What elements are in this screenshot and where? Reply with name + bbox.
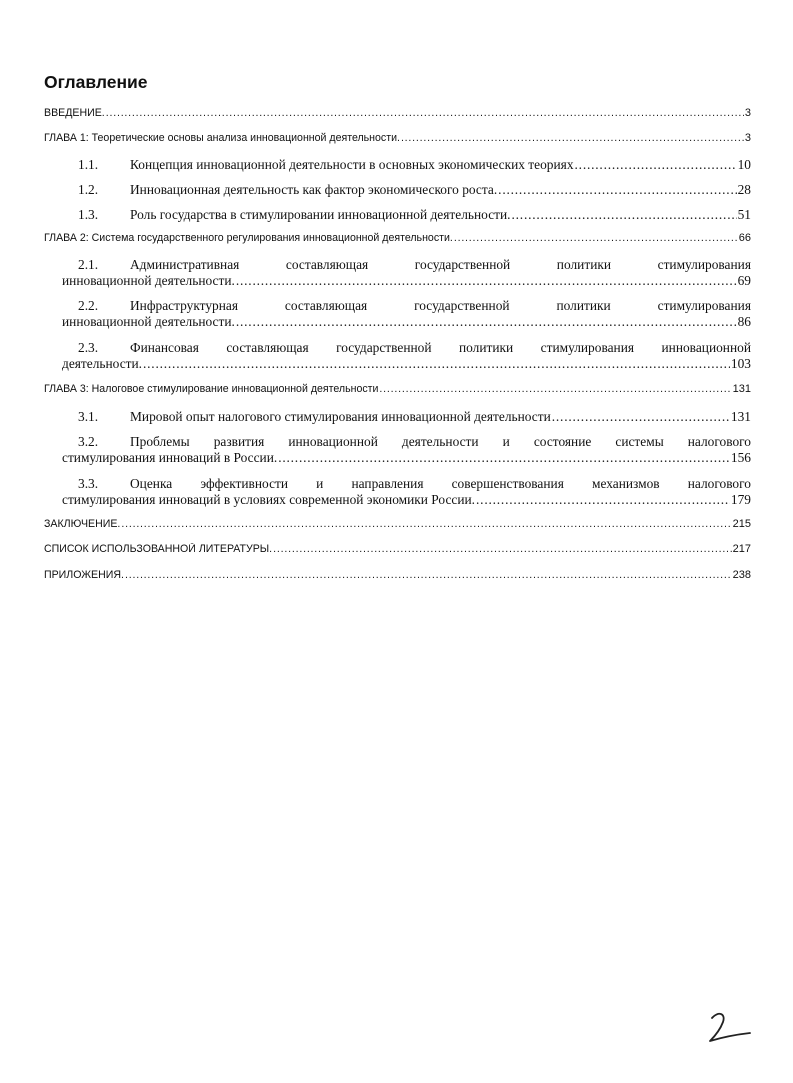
toc-entry-title: ГЛАВА 1: Теоретические основы анализа инновационной деятельности.: [44, 132, 400, 144]
toc-dot-leader: [106, 107, 744, 119]
toc-entry-first-line: [62, 257, 751, 273]
toc-dot-leader: [273, 543, 732, 555]
toc-page-number: 103: [730, 356, 751, 371]
toc-section-number: 3.2.: [78, 434, 99, 449]
toc-dot-leader: [236, 273, 737, 289]
toc-entry: [62, 340, 751, 372]
toc-entry-title: стимулирования инноваций в России.: [62, 450, 278, 465]
toc-page-number: 51: [737, 207, 751, 222]
toc-entry: [44, 518, 751, 530]
toc-entry-title: Административная составляющая государственной политики стимулирования: [130, 257, 751, 272]
toc-entry-title: инновационной деятельности.: [62, 273, 235, 288]
toc-section-number: 2.3.: [78, 340, 99, 355]
toc-entry: [62, 207, 751, 223]
toc-entry-title: ГЛАВА 2: Система государственного регулирования инновационной деятельности.: [44, 232, 453, 244]
toc-entry-title: ПРИЛОЖЕНИЯ.: [44, 569, 124, 581]
toc-leader-line: [44, 569, 751, 581]
toc-section-number: 3.3.: [78, 476, 99, 491]
toc-entry-title: Инновационная деятельность как фактор экономического роста.: [130, 182, 498, 197]
toc-entry-title: СПИСОК ИСПОЛЬЗОВАННОЙ ЛИТЕРАТУРЫ.: [44, 543, 273, 555]
toc-section-number: 2.2.: [78, 298, 99, 313]
toc-leader-line: [44, 518, 751, 530]
toc-leader-line: [62, 409, 751, 425]
toc-entry: [62, 157, 751, 173]
toc-leader-line: [62, 273, 751, 289]
toc-leader-line: [62, 182, 751, 198]
toc-entry: [62, 182, 751, 198]
toc-leader-line: [62, 157, 751, 173]
toc-page-number: 3: [744, 132, 751, 144]
toc-section-number: 1.1.: [78, 157, 99, 172]
page-title: Оглавление: [44, 72, 148, 92]
toc-dot-leader: [575, 157, 737, 173]
toc-dot-leader: [498, 182, 736, 198]
toc-entry: [62, 298, 751, 330]
toc-dot-leader: [552, 409, 730, 425]
toc-entry: [62, 434, 751, 466]
toc-entry-title: Проблемы развития инновационной деятельности и состояние системы налогового: [130, 434, 751, 449]
toc-entry: [62, 476, 751, 508]
toc-dot-leader: [401, 132, 744, 144]
toc-leader-line: [44, 232, 751, 244]
toc-entry: [44, 132, 751, 144]
toc-section-number: 2.1.: [78, 257, 99, 272]
toc-leader-line: [44, 383, 751, 395]
toc-page-number: 131: [732, 383, 751, 395]
toc-page-number: 66: [738, 232, 751, 244]
toc-entry-first-line: [62, 476, 751, 492]
toc-entry: [62, 257, 751, 289]
toc-entry-title: Финансовая составляющая государственной политики стимулирования инновационной: [130, 340, 751, 355]
toc-dot-leader: [379, 383, 731, 395]
toc-entry-title: деятельности.: [62, 356, 143, 371]
toc-entry: [44, 232, 751, 244]
toc-entry: [62, 409, 751, 425]
toc-leader-line: [44, 107, 751, 119]
toc-page-number: 215: [732, 518, 751, 530]
toc-leader-line: [62, 207, 751, 223]
toc-page-number: 179: [730, 492, 751, 507]
toc-page-number: 86: [737, 314, 751, 329]
toc-page-number: 28: [737, 182, 751, 197]
toc-entry-first-line: [62, 434, 751, 450]
toc-leader-line: [62, 356, 751, 372]
toc-page-number: 10: [737, 157, 751, 172]
toc-entry-first-line: [62, 298, 751, 314]
toc-leader-line: [44, 543, 751, 555]
toc-dot-leader: [125, 569, 732, 581]
toc-entry-title: стимулирования инноваций в условиях современной экономики России.: [62, 492, 476, 507]
toc-page-number: 3: [744, 107, 751, 119]
toc-entry: [44, 543, 751, 555]
toc-leader-line: [44, 132, 751, 144]
toc-dot-leader: [143, 356, 730, 372]
toc-section-number: 3.1.: [78, 409, 99, 424]
toc-entry-first-line: [62, 340, 751, 356]
toc-entry-title: Инфраструктурная составляющая государственной политики стимулирования: [130, 298, 751, 313]
toc-leader-line: [62, 450, 751, 466]
toc-dot-leader: [512, 207, 737, 223]
toc-dot-leader: [278, 450, 730, 466]
toc-entry: [44, 383, 751, 395]
toc-entry: [44, 569, 751, 581]
toc-dot-leader: [454, 232, 738, 244]
toc-dot-leader: [476, 492, 730, 508]
toc-section-number: 1.3.: [78, 207, 99, 222]
toc-entry-title: Роль государства в стимулировании инновационной деятельности.: [130, 207, 511, 222]
toc-dot-leader: [121, 518, 731, 530]
toc-entry-title: ВВЕДЕНИЕ.: [44, 107, 105, 119]
toc-page-number: 156: [730, 450, 751, 465]
toc-leader-line: [62, 314, 751, 330]
toc-entry-title: ГЛАВА 3: Налоговое стимулирование инновационной деятельности: [44, 383, 379, 395]
toc-entry-title: Концепция инновационной деятельности в основных экономических теориях: [130, 157, 574, 172]
toc-entry-title: Оценка эффективности и направления совершенствования механизмов налогового: [130, 476, 751, 491]
toc-entry: [44, 107, 751, 119]
toc-dot-leader: [236, 314, 737, 330]
toc-page-number: 217: [732, 543, 751, 555]
toc-page-number: 69: [737, 273, 751, 288]
toc-entry-title: Мировой опыт налогового стимулирования инновационной деятельности: [130, 409, 551, 424]
toc-entry-title: ЗАКЛЮЧЕНИЕ.: [44, 518, 121, 530]
handwritten-signature: [706, 1010, 754, 1044]
toc-entry-title: инновационной деятельности.: [62, 314, 235, 329]
toc-section-number: 1.2.: [78, 182, 99, 197]
toc-page-number: 131: [730, 409, 751, 424]
toc-leader-line: [62, 492, 751, 508]
toc-page-number: 238: [732, 569, 751, 581]
